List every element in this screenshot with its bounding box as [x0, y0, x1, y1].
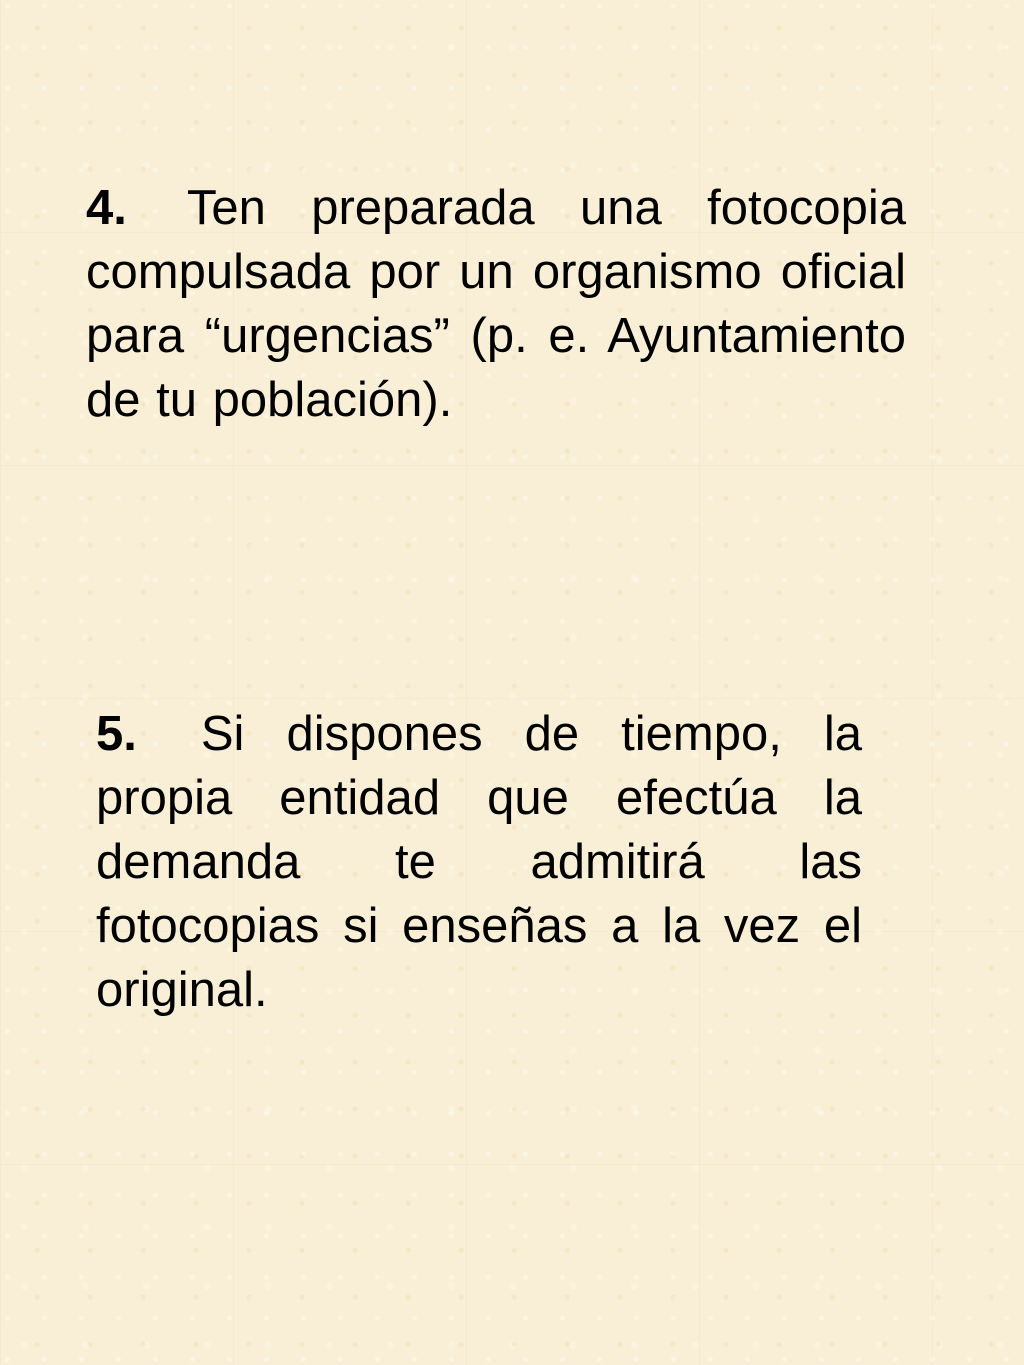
item-4-number: 4.	[86, 181, 127, 235]
list-item-4	[86, 176, 906, 432]
item-5-text: Si dispones de tiempo, la propia entidad que efectúa la demanda te admitirá las fotocopias si enseñas a la vez el original.	[96, 707, 862, 1017]
item-5-number: 5.	[96, 707, 137, 761]
item-4-text: Ten preparada una fotocopia compulsada por un organismo oficial para “urgencias” (p. e. Ayuntamiento de tu población).	[86, 181, 906, 427]
list-item-5	[96, 702, 862, 1022]
